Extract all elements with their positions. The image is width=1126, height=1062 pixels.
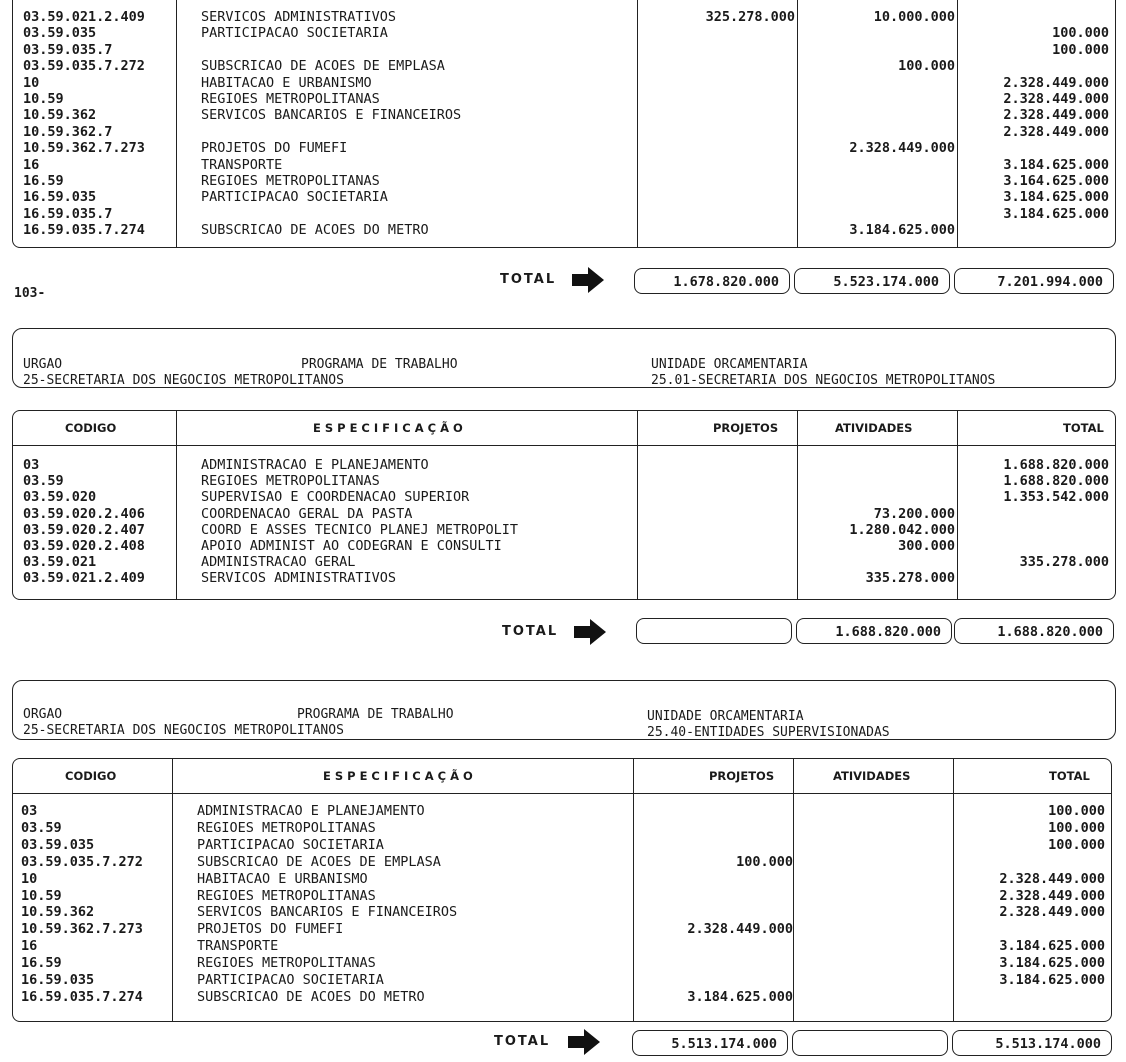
total-projetos-box — [636, 618, 792, 644]
orgao-value: 25-SECRETARIA DOS NEGOCIOS METROPOLITANOS — [23, 373, 344, 388]
orgao-label: ORGAO — [23, 707, 63, 722]
especificacao-cell: REGIOES METROPOLITANAS — [197, 887, 376, 904]
table-row — [13, 554, 1115, 570]
programa-label: PROGRAMA DE TRABALHO — [301, 357, 458, 372]
orgao-value: 25-SECRETARIA DOS NEGOCIOS METROPOLITANOS — [23, 723, 344, 738]
total-cell: 3.184.625.000 — [999, 955, 1105, 972]
codigo-cell: 03.59.021.2.409 — [23, 9, 145, 25]
total-projetos-box: 5.513.174.000 — [632, 1030, 788, 1056]
table-row — [13, 473, 1115, 489]
total-total-box: 7.201.994.000 — [954, 268, 1114, 294]
table-row — [13, 124, 1115, 140]
especificacao-cell: PARTICIPACAO SOCIETARIA — [201, 189, 388, 206]
atividades-cell: 3.184.625.000 — [849, 222, 955, 239]
table-row — [13, 107, 1115, 123]
atividades-cell: 300.000 — [898, 538, 955, 554]
unidade-value: 25.40-ENTIDADES SUPERVISIONADAS — [647, 725, 890, 740]
codigo-cell: 10.59.362.7 — [23, 123, 113, 140]
total-cell: 100.000 — [1052, 41, 1109, 58]
total-cell: 2.328.449.000 — [999, 904, 1105, 921]
header-total: TOTAL — [1049, 769, 1090, 783]
unidade-value: 25.01-SECRETARIA DOS NEGOCIOS METROPOLITANOS — [651, 373, 996, 388]
codigo-cell: 03.59.035.7 — [23, 41, 113, 58]
codigo-cell: 10 — [21, 870, 38, 887]
header-codigo: CODIGO — [65, 421, 117, 435]
especificacao-cell: REGIOES METROPOLITANAS — [197, 955, 376, 972]
especificacao-cell: HABITACAO E URBANISMO — [197, 870, 368, 887]
codigo-cell: 10.59.362.7.273 — [23, 140, 145, 157]
atividades-cell: 2.328.449.000 — [849, 140, 955, 157]
especificacao-cell: SERVICOS ADMINISTRATIVOS — [201, 570, 397, 587]
especificacao-cell: REGIOES METROPOLITANAS — [197, 819, 376, 836]
codigo-cell: 10.59.362 — [21, 904, 95, 921]
codigo-cell: 16.59.035 — [23, 189, 97, 206]
header-atividades: ATIVIDADES — [835, 421, 913, 435]
projetos-cell: 325.278.000 — [705, 9, 795, 25]
especificacao-cell: SUBSCRICAO DE ACOES DO METRO — [197, 988, 425, 1005]
codigo-cell: 16 — [21, 938, 38, 955]
total-cell: 100.000 — [1048, 836, 1105, 853]
total-cell: 1.688.820.000 — [1003, 457, 1109, 473]
total-cell: 2.328.449.000 — [1003, 74, 1109, 91]
table-header — [13, 411, 1115, 446]
header-atividades: ATIVIDADES — [833, 769, 911, 783]
total-total-box: 1.688.820.000 — [954, 618, 1114, 644]
table-row — [13, 871, 1111, 887]
table-row — [13, 457, 1115, 473]
total-cell: 3.164.625.000 — [1003, 173, 1109, 189]
arrow-right-icon — [570, 266, 606, 294]
table-row — [13, 803, 1111, 819]
codigo-cell: 03.59.035.7.272 — [21, 853, 143, 870]
total-cell: 100.000 — [1048, 819, 1105, 836]
especificacao-cell: SERVICOS ADMINISTRATIVOS — [201, 9, 397, 25]
projetos-cell: 2.328.449.000 — [687, 921, 793, 938]
total-cell: 2.328.449.000 — [999, 870, 1105, 887]
codigo-cell: 10.59 — [23, 91, 64, 107]
table-row — [13, 222, 1115, 238]
total-cell: 3.184.625.000 — [1003, 156, 1109, 173]
table-row — [13, 854, 1111, 870]
table-row — [13, 955, 1111, 971]
table-row — [13, 538, 1115, 554]
especificacao-cell: REGIOES METROPOLITANAS — [201, 91, 380, 107]
codigo-cell: 03.59.035.7.272 — [23, 58, 145, 75]
codigo-cell: 03.59.021 — [23, 554, 97, 571]
table-row — [13, 75, 1115, 91]
especificacao-cell: SUBSCRICAO DE ACOES DO METRO — [201, 222, 429, 239]
total-cell: 1.688.820.000 — [1003, 473, 1109, 490]
total-label: TOTAL — [500, 272, 557, 287]
codigo-cell: 03.59.035 — [21, 836, 95, 853]
codigo-cell: 16.59.035.7 — [23, 205, 113, 222]
especificacao-cell: ADMINISTRACAO E PLANEJAMENTO — [197, 803, 425, 819]
especificacao-cell: COORDENACAO GERAL DA PASTA — [201, 505, 413, 522]
total-cell: 2.328.449.000 — [1003, 123, 1109, 140]
especificacao-cell: REGIOES METROPOLITANAS — [201, 173, 380, 189]
projetos-cell: 100.000 — [736, 853, 793, 870]
table-row — [13, 570, 1115, 586]
codigo-cell: 16.59.035.7.274 — [21, 988, 143, 1005]
codigo-cell: 03.59.020.2.407 — [23, 521, 145, 538]
especificacao-cell: REGIOES METROPOLITANAS — [201, 473, 380, 490]
codigo-cell: 16.59 — [21, 955, 62, 972]
total-cell: 3.184.625.000 — [1003, 205, 1109, 222]
table-row — [13, 972, 1111, 988]
total-cell: 100.000 — [1048, 803, 1105, 819]
total-cell: 2.328.449.000 — [1003, 107, 1109, 124]
table-row — [13, 25, 1115, 41]
table-row — [13, 489, 1115, 505]
codigo-cell: 03.59.020 — [23, 489, 97, 506]
especificacao-cell: PARTICIPACAO SOCIETARIA — [201, 25, 388, 42]
especificacao-cell: SUBSCRICAO DE ACOES DE EMPLASA — [201, 58, 445, 75]
codigo-cell: 16.59 — [23, 173, 64, 189]
codigo-cell: 03.59.035 — [23, 25, 97, 42]
codigo-cell: 03.59.020.2.408 — [23, 538, 145, 554]
table-header — [13, 759, 1111, 794]
especificacao-cell: SUBSCRICAO DE ACOES DE EMPLASA — [197, 853, 441, 870]
total-cell: 2.328.449.000 — [1003, 91, 1109, 107]
codigo-cell: 10.59.362.7.273 — [21, 921, 143, 938]
table-row — [13, 9, 1115, 25]
especificacao-cell: APOIO ADMINIST AO CODEGRAN E CONSULTI — [201, 538, 502, 554]
total-label: TOTAL — [502, 624, 559, 639]
table-row — [13, 206, 1115, 222]
table-section-2 — [12, 410, 1116, 600]
page-number: 103- — [14, 286, 46, 301]
total-cell: 3.184.625.000 — [1003, 189, 1109, 206]
arrow-right-icon — [572, 618, 608, 646]
atividades-cell: 335.278.000 — [865, 570, 955, 587]
codigo-cell: 10.59 — [21, 887, 62, 904]
codigo-cell: 10 — [23, 74, 40, 91]
table-row — [13, 58, 1115, 74]
table-row — [13, 820, 1111, 836]
total-atividades-box: 1.688.820.000 — [796, 618, 952, 644]
total-atividades-box — [792, 1030, 948, 1056]
especificacao-cell: HABITACAO E URBANISMO — [201, 74, 372, 91]
codigo-cell: 10.59.362 — [23, 107, 97, 124]
table-row — [13, 173, 1115, 189]
codigo-cell: 16 — [23, 156, 40, 173]
orgao-header-box — [12, 680, 1116, 740]
table-row — [13, 157, 1115, 173]
orgao-label: URGAO — [23, 357, 63, 372]
especificacao-cell: ADMINISTRACAO E PLANEJAMENTO — [201, 457, 429, 473]
atividades-cell: 73.200.000 — [873, 505, 955, 522]
header-projetos: PROJETOS — [713, 421, 779, 435]
table-section-3 — [12, 758, 1112, 1022]
especificacao-cell: TRANSPORTE — [201, 156, 283, 173]
table-row — [13, 921, 1111, 937]
total-cell: 3.184.625.000 — [999, 938, 1105, 955]
total-cell: 3.184.625.000 — [999, 972, 1105, 988]
codigo-cell: 16.59.035.7.274 — [23, 222, 145, 239]
table-row — [13, 506, 1115, 522]
table-row — [13, 904, 1111, 920]
unidade-label: UNIDADE ORCAMENTARIA — [647, 709, 804, 724]
total-atividades-box: 5.523.174.000 — [794, 268, 950, 294]
especificacao-cell: PROJETOS DO FUMEFI — [201, 140, 348, 157]
table-row — [13, 522, 1115, 538]
header-codigo: CODIGO — [65, 769, 117, 783]
total-cell: 1.353.542.000 — [1003, 489, 1109, 506]
atividades-cell: 1.280.042.000 — [849, 521, 955, 538]
especificacao-cell: SERVICOS BANCARIOS E FINANCEIROS — [197, 904, 458, 921]
arrow-right-icon — [566, 1028, 602, 1056]
table-row — [13, 837, 1111, 853]
total-cell: 2.328.449.000 — [999, 887, 1105, 904]
atividades-cell: 100.000 — [898, 58, 955, 75]
total-cell: 100.000 — [1052, 25, 1109, 42]
header-especificacao: E S P E C I F I C A Ç Ã O — [313, 421, 463, 435]
header-especificacao: E S P E C I F I C A Ç Ã O — [323, 769, 473, 783]
header-projetos: PROJETOS — [709, 769, 775, 783]
atividades-cell: 10.000.000 — [873, 9, 955, 25]
especificacao-cell: SUPERVISAO E COORDENACAO SUPERIOR — [201, 489, 470, 506]
especificacao-cell: SERVICOS BANCARIOS E FINANCEIROS — [201, 107, 462, 124]
codigo-cell: 03.59 — [21, 819, 62, 836]
table-row — [13, 91, 1115, 107]
table-row — [13, 888, 1111, 904]
total-projetos-box: 1.678.820.000 — [634, 268, 790, 294]
codigo-cell: 03 — [23, 457, 40, 473]
projetos-cell: 3.184.625.000 — [687, 988, 793, 1005]
especificacao-cell: PROJETOS DO FUMEFI — [197, 921, 344, 938]
table-row — [13, 140, 1115, 156]
codigo-cell: 03.59.021.2.409 — [23, 570, 145, 587]
table-section-1 — [12, 0, 1116, 248]
codigo-cell: 03.59.020.2.406 — [23, 505, 145, 522]
total-total-box: 5.513.174.000 — [952, 1030, 1112, 1056]
table-row — [13, 938, 1111, 954]
table-row — [13, 989, 1111, 1005]
especificacao-cell: ADMINISTRACAO GERAL — [201, 554, 356, 571]
especificacao-cell: PARTICIPACAO SOCIETARIA — [197, 972, 384, 988]
codigo-cell: 03.59 — [23, 473, 64, 490]
especificacao-cell: COORD E ASSES TECNICO PLANEJ METROPOLIT — [201, 521, 518, 538]
codigo-cell: 16.59.035 — [21, 972, 95, 988]
total-cell: 335.278.000 — [1019, 554, 1109, 571]
table-row — [13, 189, 1115, 205]
especificacao-cell: TRANSPORTE — [197, 938, 279, 955]
unidade-label: UNIDADE ORCAMENTARIA — [651, 357, 808, 372]
orgao-header-box — [12, 328, 1116, 388]
codigo-cell: 03 — [21, 803, 38, 819]
programa-label: PROGRAMA DE TRABALHO — [297, 707, 454, 722]
header-total: TOTAL — [1063, 421, 1104, 435]
especificacao-cell: PARTICIPACAO SOCIETARIA — [197, 836, 384, 853]
table-row — [13, 42, 1115, 58]
total-label: TOTAL — [494, 1034, 551, 1049]
